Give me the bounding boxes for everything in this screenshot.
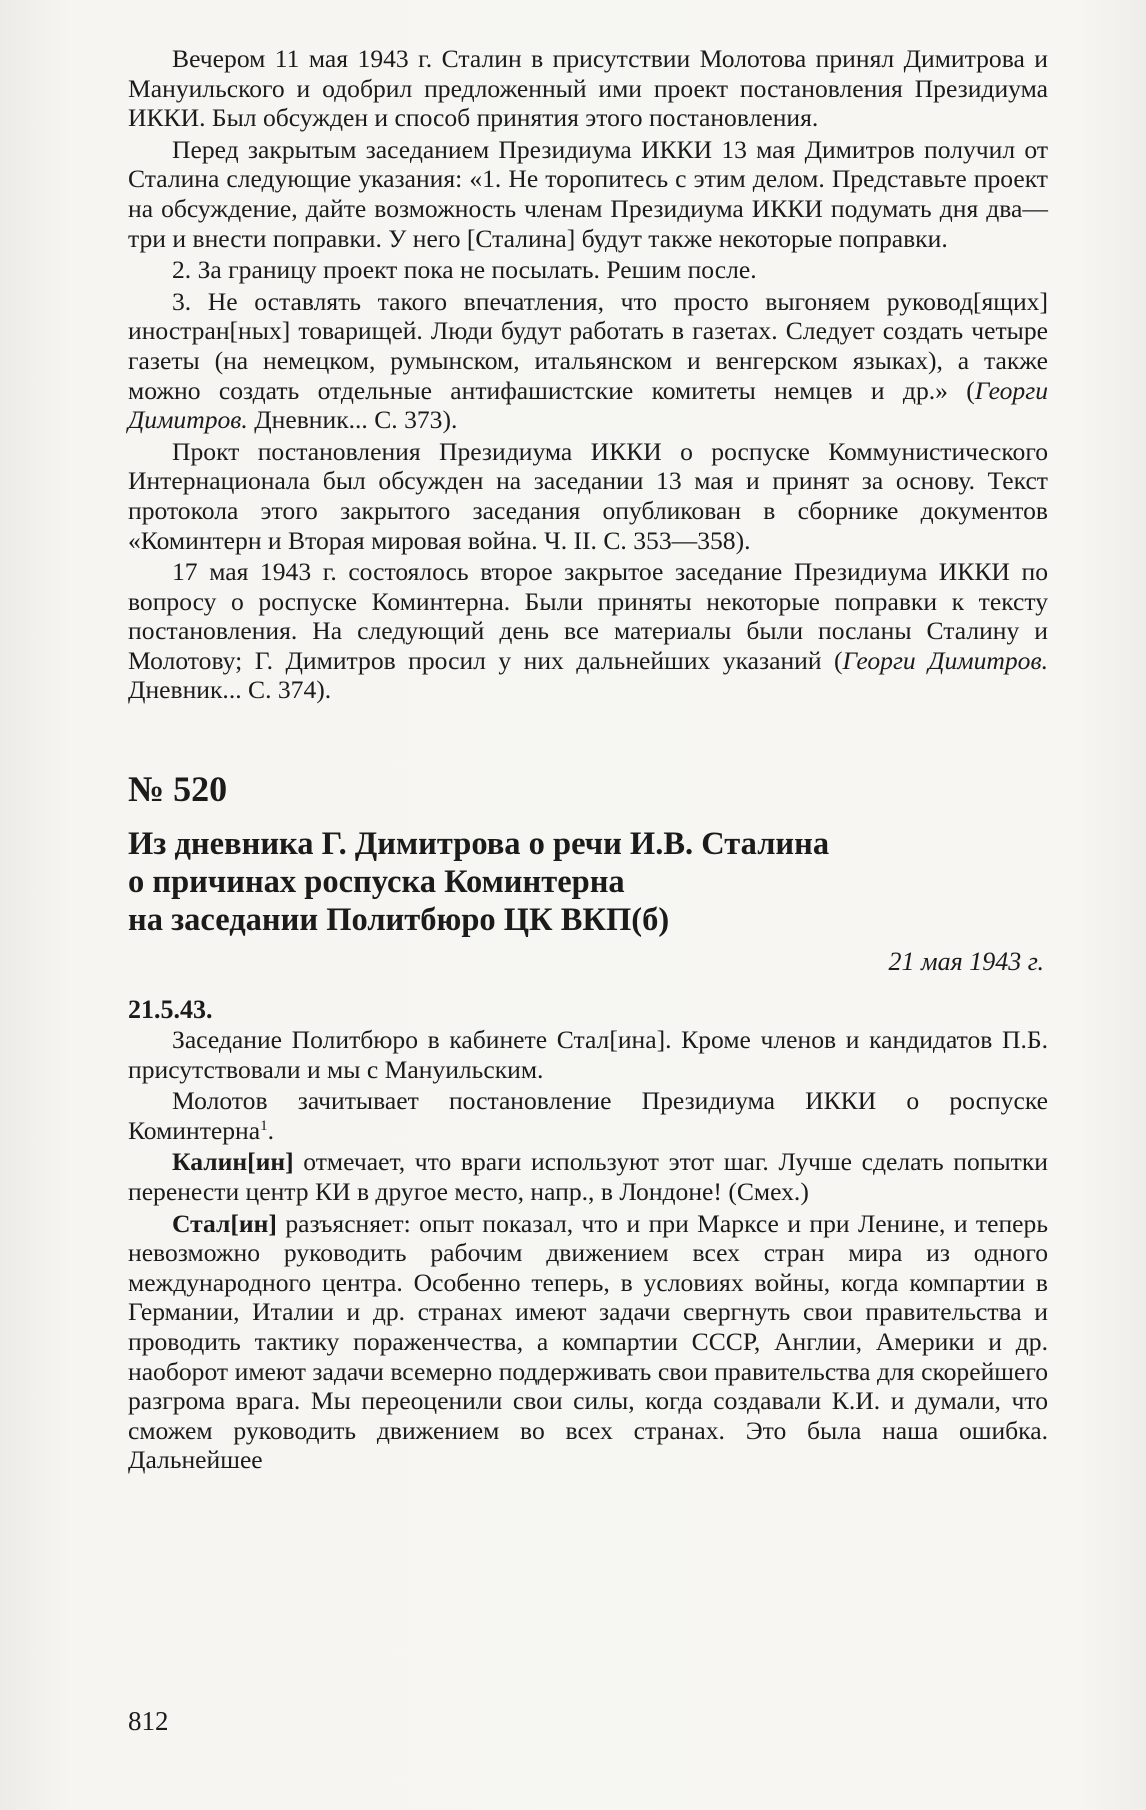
text-segment: разъясняет: опыт показал, что и при Марксе и при Ленине, и теперь невозможно руководить рабочим движением всех стран мира из одного международного центра. Особенно теперь, в условиях войны, когда компартии в Германии, Италии и др. странах имеют задачи свергнуть свои правительства и проводить тактику пораженчества, а компартии СССР, Англии, Америки и др. наоборот имеют задачи всемерно поддерживать свои правительства для скорейшего разгрома врага. Мы переоценили свои силы, когда создавали К.И. и думали, что сможем руководить движением во всех странах. Это была наша ошибка. Дальнейшее	[128, 1208, 1048, 1475]
text-segment: Заседание Политбюро в кабинете Стал[ина]. Кроме членов и кандидатов П.Б. присутствовали и мы с Мануильским.	[128, 1025, 1048, 1084]
preface-text	[128, 44, 1048, 705]
document-title-line: на заседании Политбюро ЦК ВКП(б)	[128, 902, 670, 939]
document-title-line: о причинах роспуска Коминтерна	[128, 864, 625, 901]
paragraph-politburo-meeting	[128, 1025, 1048, 1084]
text-column	[128, 44, 1048, 1475]
paragraph-draft-discussed	[128, 437, 1048, 555]
text-segment: Прокт постановления Президиума ИККИ о роспуске Коммунистического Интернационала был обсужден на заседании 13 мая и принят за основу. Текст протокола этого закрытого заседания опубликован в сборнике документов «Коминтерн и Вторая мировая война. Ч. II. С. 353—358).	[128, 436, 1048, 555]
paragraph-stalin-instructions	[128, 135, 1048, 253]
footnote-marker: 1	[260, 1117, 268, 1134]
paragraph-second-meeting	[128, 557, 1048, 705]
text-segment: 3. Не оставлять такого впечатления, что просто выгоняем руковод[ящих] иностран[ных] товарищей. Люди будут работать в газетах. Следует создать четыре газеты (на немецком, румынском, итальянском и венгерском языках), а также можно создать отдельные антифашистские комитеты немцев и др.» (	[128, 286, 1048, 405]
text-segment: Молотов зачитывает постановление Президиума ИККИ о роспуске Коминтерна	[128, 1086, 1048, 1145]
diary-text	[128, 1025, 1048, 1475]
text-segment: 2. За границу проект пока не посылать. Решим после.	[172, 255, 757, 285]
paragraph-kalinin	[128, 1147, 1048, 1206]
paragraph-molotov-reads	[128, 1086, 1048, 1145]
text-segment: Дневник... С. 373).	[247, 405, 458, 435]
text-segment: 17 мая 1943 г. состоялось второе закрытое заседание Президиума ИККИ по вопросу о роспуске Коминтерна. Были приняты некоторые поправки к тексту постановления. На следующий день все материалы были посланы Сталину и Молотову; Г. Димитров просил у них дальнейших указаний (	[128, 557, 1048, 675]
text-segment: Дневник... С. 374).	[128, 675, 332, 705]
text-segment: Стал[ин]	[172, 1208, 277, 1238]
paragraph-stalin-evening	[128, 44, 1048, 133]
text-segment: Георги Димитров.	[842, 645, 1048, 675]
paragraph-stalin-explains	[128, 1209, 1048, 1475]
text-segment: .	[267, 1115, 274, 1145]
document-date: 21 мая 1943 г.	[888, 947, 1044, 977]
document-title	[128, 825, 1048, 939]
document-number: № 520	[128, 769, 228, 810]
diary-entry-date: 21.5.43.	[128, 995, 213, 1025]
paragraph-instruction-3	[128, 287, 1048, 435]
document-title-line: Из дневника Г. Димитрова о речи И.В. Сталина	[128, 826, 830, 863]
text-segment: Калин[ин]	[172, 1147, 294, 1177]
text-segment: Георги Димитров.	[128, 375, 1048, 435]
paragraph-instruction-2	[128, 255, 1048, 285]
text-segment: Вечером 11 мая 1943 г. Сталин в присутствии Молотова принял Димитрова и Мануильского и одобрил предложенный ими проект постановления Президиума ИККИ. Был обсужден и способ принятия этого постановления.	[128, 44, 1048, 133]
page-number: 812	[128, 1706, 169, 1736]
text-segment: Перед закрытым заседанием Президиума ИККИ 13 мая Димитров получил от Сталина следующие указания: «1. Не торопитесь с этим делом. Представьте проект на обсуждение, дайте возможность членам Президиума ИККИ подумать дня два—три и внести поправки. У него [Сталина] будут также некоторые поправки.	[128, 134, 1048, 253]
text-segment: отмечает, что враги используют этот шаг. Лучше сделать попытки перенести центр КИ в другое место, напр., в Лондоне! (Смех.)	[128, 1147, 1048, 1207]
